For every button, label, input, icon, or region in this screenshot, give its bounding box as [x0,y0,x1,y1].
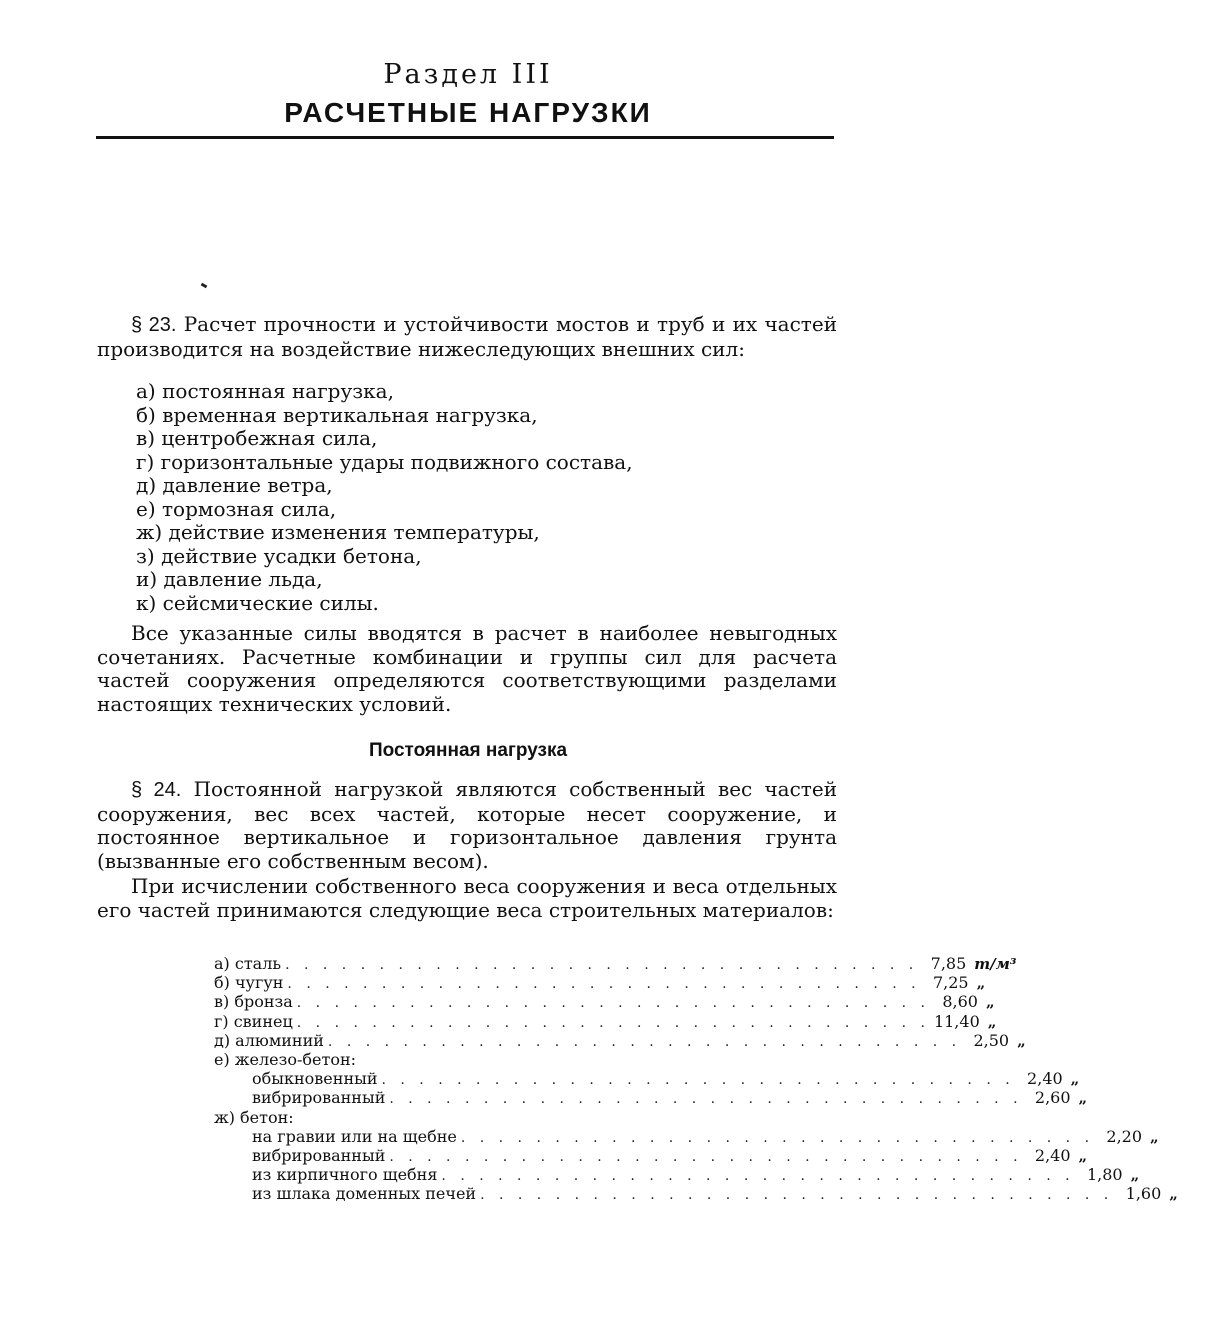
paragraph-23-text: Расчет прочности и устойчивости мостов и труб и их частей производится на воздействие нижеследующих внешних сил: [97,312,838,361]
weight-unit: т/м³ [974,955,1017,973]
paragraph-23 [97,313,837,361]
paragraph-23-closing-text: Все указанные силы вводятся в расчет в наиболее невыгодных сочетаниях. Расчетные комбинации и группы сил для расчета частей сооружения определяются соответствующими разделами настоящих технических условий. [97,621,837,716]
paragraph-24 [97,778,837,873]
weight-value: 8,60 [942,992,978,1012]
weight-value: 7,25 [932,973,969,993]
ditto-mark: „ [1169,1185,1178,1204]
table-row [214,973,986,993]
dot-leader: . . . . . . . . . . . . . . . . . . . . . . . . . . . . . . . . . . [327,1033,962,1050]
ditto-mark: „ [1017,1031,1026,1050]
material-label: вибрированный [252,1088,386,1108]
table-row [214,1165,1140,1185]
weight-value: 2,20 [1106,1126,1143,1146]
paragraph-23-sign: § 23. [131,314,177,336]
list-item: в) центробежная сила, [136,426,378,450]
table-row [214,1126,1159,1146]
material-label: а) сталь [214,954,282,973]
weight-value: 11,40 [933,1011,980,1031]
material-label: г) свинец [214,1011,293,1031]
ditto-mark: „ [976,974,986,993]
weights-table [214,954,1178,1204]
force-list [136,380,836,615]
material-group-label: ж) бетон: [214,1107,294,1127]
table-row [214,1050,734,1069]
print-speck [201,283,208,289]
paragraph-24-second-text: При исчислении собственного веса сооружения и веса отдельных его частей принимаются следующие веса строительных материалов: [97,874,837,922]
material-label: из шлака доменных печей [252,1184,477,1204]
table-row [214,1108,734,1127]
ditto-mark: „ [1078,1146,1088,1165]
material-label: б) чугун [214,973,284,993]
dot-leader: . . . . . . . . . . . . . . . . . . . . . . . . . . . . . . . . . . [389,1091,1023,1108]
material-label: в) бронза [214,992,293,1012]
material-label: на гравии или на щебне [252,1126,457,1146]
paragraph-24-sign: § 24. [131,779,182,801]
list-item: к) сейсмические силы. [136,590,379,615]
table-row [214,1069,1080,1089]
ditto-mark: „ [987,1012,997,1031]
dot-leader: . . . . . . . . . . . . . . . . . . . . . . . . . . . . . . . . . . [285,957,919,973]
weight-value: 2,40 [1027,1069,1063,1089]
material-label: д) алюминий [214,1030,324,1050]
weight-value: 2,40 [1034,1145,1071,1165]
section-title: РАСЧЕТНЫЕ НАГРУЗКИ [284,97,652,128]
dot-leader: . . . . . . . . . . . . . . . . . . . . . . . . . . . . . . . . . . [389,1148,1023,1165]
dot-leader: . . . . . . . . . . . . . . . . . . . . . . . . . . . . . . . . . . [480,1187,1114,1204]
ditto-mark: „ [985,993,995,1012]
material-label: обыкновенный [252,1069,378,1089]
table-row [214,1088,1088,1108]
paragraph-24-text: Постоянной нагрузкой являются собственный вес частей сооружения, вес всех частей, которые несет сооружение, и постоянное вертикальное и горизонтальное давления грунта (вызванные его собственным весом). [97,777,838,873]
table-row [214,1030,1026,1050]
table-row [214,1184,1178,1204]
weight-value: 2,60 [1034,1088,1071,1108]
ditto-mark: „ [1078,1089,1088,1108]
paragraph-23-closing [97,622,837,716]
list-item: и) давление льда, [136,567,323,591]
list-item: ж) действие изменения температуры, [136,520,540,544]
table-row [214,1145,1088,1165]
table-row [214,954,1017,973]
dot-leader: . . . . . . . . . . . . . . . . . . . . . . . . . . . . . . . . . . [287,976,921,993]
material-group-label: е) железо-бетон: [214,1049,357,1069]
list-item: б) временная вертикальная нагрузка, [136,402,538,427]
weight-value: 2,50 [973,1030,1010,1050]
section-label: Раздел III [383,59,553,90]
list-item: а) постоянная нагрузка, [136,379,394,403]
dot-leader: . . . . . . . . . . . . . . . . . . . . . . . . . . . . . . . . . . [296,995,930,1012]
list-item: е) тормозная сила, [136,496,337,521]
ditto-mark: „ [1150,1127,1159,1146]
table-row [214,1011,997,1031]
weight-value: 1,80 [1086,1165,1123,1185]
table-row [214,992,995,1012]
ditto-mark: „ [1070,1070,1080,1089]
list-item: д) давление ветра, [136,473,333,497]
dot-leader: . . . . . . . . . . . . . . . . . . . . . . . . . . . . . . . . . . [460,1129,1095,1146]
weight-value: 7,85 [930,954,967,973]
subsection-heading: Постоянная нагрузка [368,740,568,761]
dot-leader: . . . . . . . . . . . . . . . . . . . . . . . . . . . . . . . . . . [296,1014,930,1031]
material-label: вибрированный [252,1145,386,1165]
ditto-mark: „ [1130,1166,1140,1185]
paragraph-24-second [97,875,837,922]
title-divider [96,136,834,139]
weight-value: 1,60 [1125,1184,1162,1204]
list-item: з) действие усадки бетона, [136,543,422,568]
list-item: г) горизонтальные удары подвижного состава, [136,449,633,474]
dot-leader: . . . . . . . . . . . . . . . . . . . . . . . . . . . . . . . . . . [381,1072,1015,1089]
material-label: из кирпичного щебня [252,1165,438,1185]
dot-leader: . . . . . . . . . . . . . . . . . . . . . . . . . . . . . . . . . . [441,1168,1075,1185]
